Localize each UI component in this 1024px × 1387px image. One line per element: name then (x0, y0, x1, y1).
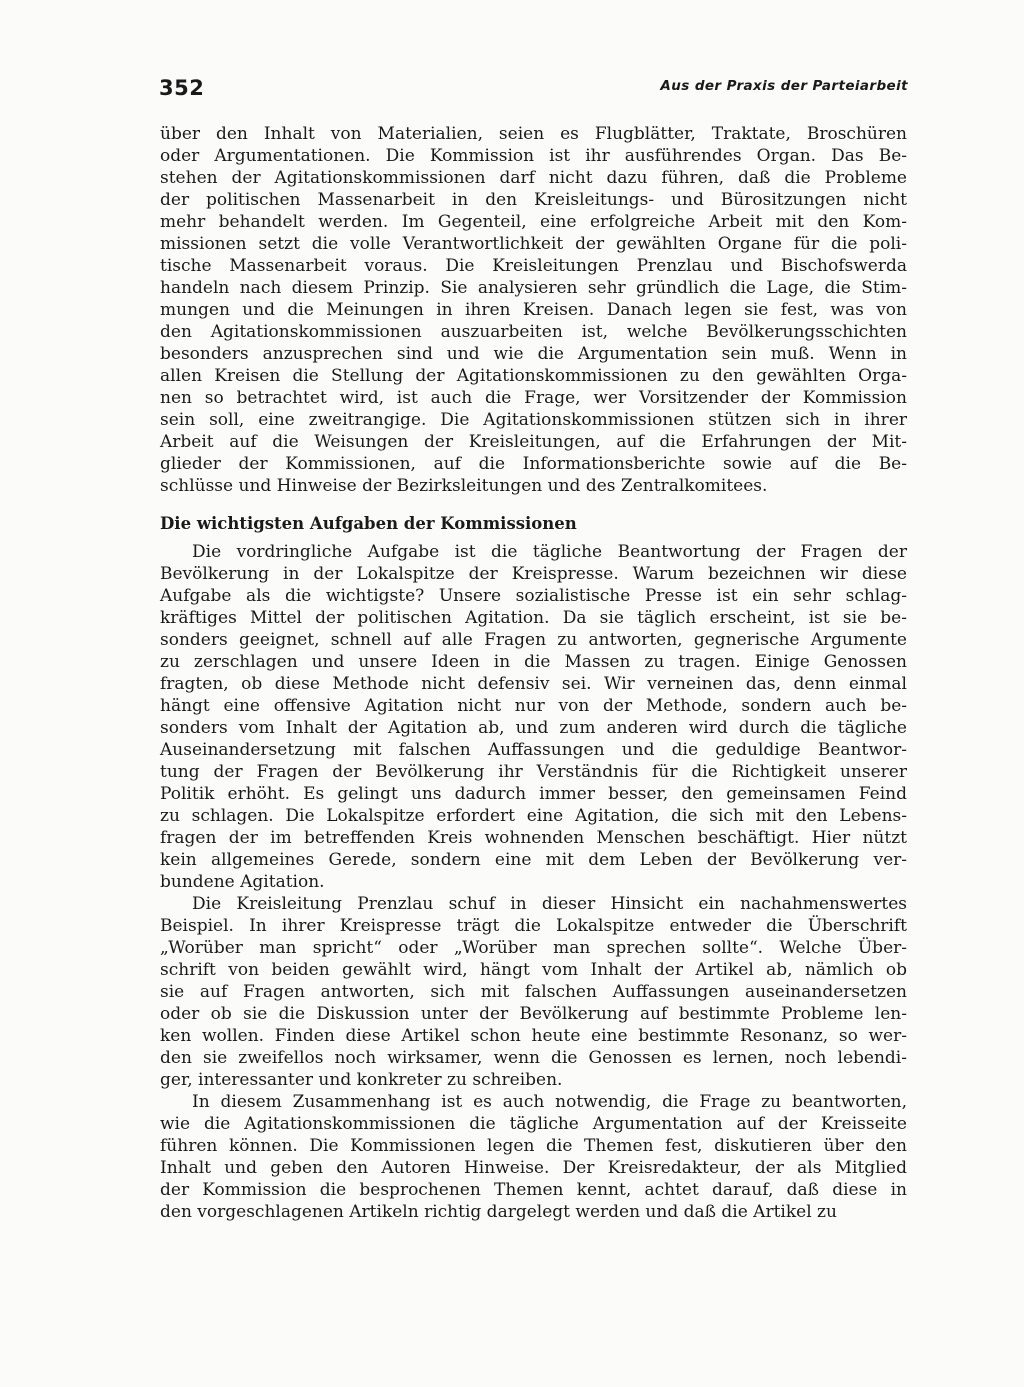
text-line: mehr behandelt werden. Im Gegenteil, eine erfolgreiche Arbeit mit den Kom- (160, 212, 907, 232)
text-line: hängt eine offensive Agitation nicht nur von der Methode, sondern auch be- (160, 696, 907, 716)
text-line: sonders vom Inhalt der Agitation ab, und zum anderen wird durch die tägliche (160, 718, 907, 738)
text-line: Inhalt und geben den Autoren Hinweise. Der Kreisredakteur, der als Mitglied (160, 1158, 907, 1178)
text-line: den sie zweifellos noch wirksamer, wenn die Genossen es lernen, noch lebendi- (160, 1048, 907, 1068)
text-line: Aufgabe als die wichtigste? Unsere sozialistische Presse ist ein sehr schlag- (160, 586, 907, 606)
text-line: oder ob sie die Diskussion unter der Bevölkerung auf bestimmte Probleme len- (160, 1004, 907, 1024)
paragraph (160, 541, 907, 893)
text-line: fragen der im betreffenden Kreis wohnenden Menschen beschäftigt. Hier nützt (160, 828, 907, 848)
text-line: allen Kreisen die Stellung der Agitationskommissionen zu den gewählten Orga- (160, 366, 907, 386)
text-line: Politik erhöht. Es gelingt uns dadurch immer besser, den gemeinsamen Feind (160, 784, 907, 804)
text-line: der politischen Massenarbeit in den Kreisleitungs- und Bürositzungen nicht (160, 190, 907, 210)
text-line: zu zerschlagen und unsere Ideen in die Massen zu tragen. Einige Genossen (160, 652, 907, 672)
paragraph (160, 893, 907, 1091)
text-line: „Worüber man spricht“ oder „Worüber man sprechen sollte“. Welche Über- (160, 938, 907, 958)
text-line: schrift von beiden gewählt wird, hängt vom Inhalt der Artikel ab, nämlich ob (160, 960, 907, 980)
text-line: fragten, ob diese Methode nicht defensiv sei. Wir verneinen das, denn einmal (160, 674, 907, 694)
text-line: missionen setzt die volle Verantwortlichkeit der gewählten Organe für die poli- (160, 234, 907, 254)
text-line: bundene Agitation. (160, 872, 325, 892)
text-line: tische Massenarbeit voraus. Die Kreisleitungen Prenzlau und Bischofswerda (160, 256, 907, 276)
text-line: Beispiel. In ihrer Kreispresse trägt die Lokalspitze entweder die Überschrift (160, 916, 907, 936)
text-line: tung der Fragen der Bevölkerung ihr Verständnis für die Richtigkeit unserer (160, 762, 907, 782)
text-line: Die vordringliche Aufgabe ist die tägliche Beantwortung der Fragen der (192, 542, 907, 562)
text-line: Die Kreisleitung Prenzlau schuf in dieser Hinsicht ein nachahmenswertes (192, 894, 907, 914)
text-line: den vorgeschlagenen Artikeln richtig dargelegt werden und daß die Artikel zu (160, 1202, 837, 1222)
text-line: sie auf Fragen antworten, sich mit falschen Auffassungen auseinandersetzen (160, 982, 907, 1002)
section-heading: Die wichtigsten Aufgaben der Kommissionen (160, 514, 577, 533)
text-line: Arbeit auf die Weisungen der Kreisleitungen, auf die Erfahrungen der Mit- (160, 432, 907, 452)
text-line: Auseinandersetzung mit falschen Auffassungen und die geduldige Beantwor- (160, 740, 907, 760)
text-line: ger, interessanter und konkreter zu schreiben. (160, 1070, 563, 1090)
text-line: zu schlagen. Die Lokalspitze erfordert eine Agitation, die sich mit den Lebens- (160, 806, 907, 826)
text-line: kein allgemeines Gerede, sondern eine mit dem Leben der Bevölkerung ver- (160, 850, 907, 870)
text-line: besonders anzusprechen sind und wie die Argumentation sein muß. Wenn in (160, 344, 907, 364)
text-line: stehen der Agitationskommissionen darf nicht dazu führen, daß die Probleme (160, 168, 907, 188)
text-line: sein soll, eine zweitrangige. Die Agitationskommissionen stützen sich in ihrer (160, 410, 907, 430)
text-line: nen so betrachtet wird, ist auch die Frage, wer Vorsitzender der Kommission (160, 388, 907, 408)
paragraph (160, 1091, 907, 1223)
section-body (160, 541, 907, 1223)
text-line: schlüsse und Hinweise der Bezirksleitungen und des Zentralkomitees. (160, 476, 768, 496)
text-line: der Kommission die besprochenen Themen kennt, achtet darauf, daß diese in (160, 1180, 907, 1200)
text-line: oder Argumentationen. Die Kommission ist ihr ausführendes Organ. Das Be- (160, 146, 907, 166)
paragraph (160, 123, 907, 497)
text-line: sonders geeignet, schnell auf alle Fragen zu antworten, gegnerische Argumente (160, 630, 907, 650)
text-line: Bevölkerung in der Lokalspitze der Kreispresse. Warum bezeichnen wir diese (160, 564, 907, 584)
text-line: den Agitationskommissionen auszuarbeiten ist, welche Bevölkerungsschichten (160, 322, 907, 342)
running-head: Aus der Praxis der Parteiarbeit (660, 78, 908, 94)
text-line: über den Inhalt von Materialien, seien es Flugblätter, Traktate, Broschüren (160, 124, 907, 144)
text-line: In diesem Zusammenhang ist es auch notwendig, die Frage zu beantworten, (192, 1092, 907, 1112)
intro-section (160, 123, 907, 497)
text-line: ken wollen. Finden diese Artikel schon heute eine bestimmte Resonanz, so wer- (160, 1026, 907, 1046)
body-text (160, 123, 907, 1223)
text-line: führen können. Die Kommissionen legen die Themen fest, diskutieren über den (160, 1136, 907, 1156)
text-line: glieder der Kommissionen, auf die Informationsberichte sowie auf die Be- (160, 454, 907, 474)
text-line: kräftiges Mittel der politischen Agitation. Da sie täglich erscheint, ist sie be- (160, 608, 907, 628)
text-line: handeln nach diesem Prinzip. Sie analysieren sehr gründlich die Lage, die Stim- (160, 278, 907, 298)
text-line: wie die Agitationskommissionen die tägliche Argumentation auf der Kreisseite (160, 1114, 907, 1134)
page-number: 352 (159, 76, 205, 100)
text-line: mungen und die Meinungen in ihren Kreisen. Danach legen sie fest, was von (160, 300, 907, 320)
